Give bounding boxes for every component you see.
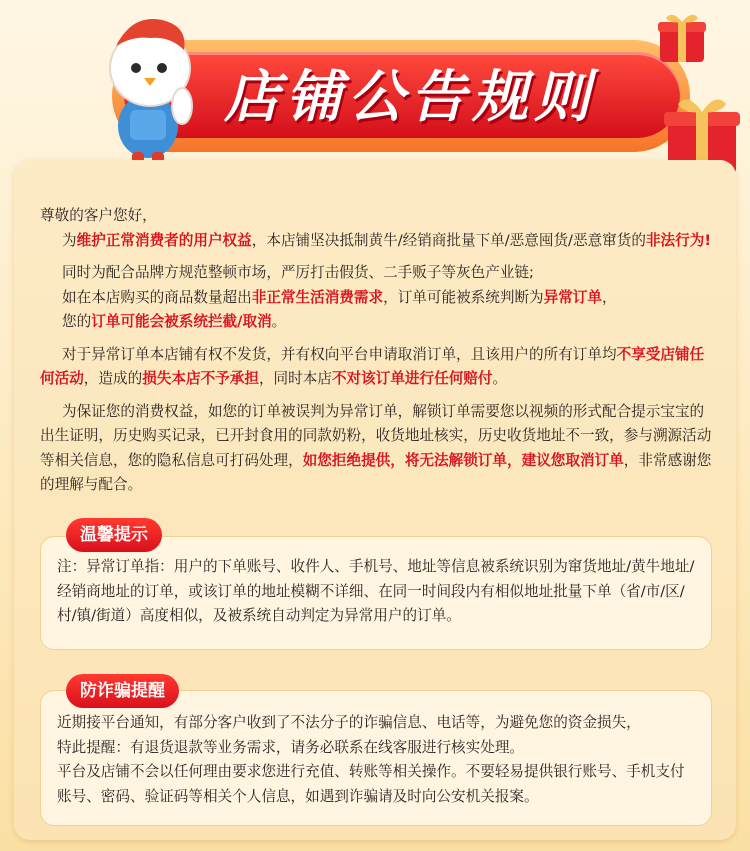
notice-paragraph-4: 为保证您的消费权益，如您的订单被误判为异常订单，解锁订单需要您以视频的形式配合提示宝宝的出生证明，历史购买记录，已开封食用的同款奶粉，收货地址核实，历史收货地址不一致，参与溯源活动等相关信息，您的隐私信息可打码处理，如您拒绝提供，将无法解锁订单，建议您取消订单，非常感谢您的理解与配合。 — [40, 402, 712, 493]
warm-tip-box — [40, 536, 712, 650]
notice-paragraph-2-line-1: 同时为配合品牌方规范整顿市场，严厉打击假货、二手贩子等灰色产业链; — [62, 264, 534, 281]
notice-content — [40, 204, 712, 498]
fraud-tip-label: 防诈骗提醒 — [66, 674, 179, 708]
notice-paragraph-2-line-2: 如在本店购买的商品数量超出非正常生活消费需求，订单可能被系统判断为异常订单， — [62, 288, 617, 306]
warm-tip-label: 温馨提示 — [66, 518, 162, 552]
fraud-tip-line-3: 平台及店铺不会以任何理由要求您进行充值、转账等相关操作。不要轻易提供银行账号、手机支付账号、密码、验证码等相关个人信息，如遇到诈骗请及时向公安机关报案。 — [57, 763, 685, 805]
gift-box-icon — [652, 8, 712, 68]
page-title: 店铺公告规则 — [224, 65, 596, 130]
notice-paragraph-3: 对于异常订单本店铺有权不发货，并有权向平台申请取消订单，且该用户的所有订单均不享受店铺任何活动，造成的损失本店不予承担，同时本店不对该订单进行任何赔付。 — [40, 345, 705, 387]
warm-tip-text: 注：异常订单指：用户的下单账号、收件人、手机号、地址等信息被系统识别为窜货地址/黄牛地址/经销商地址的订单，或该订单的地址模糊不详细、在同一时间段内有相似地址批量下单（省/市/区/村/镇/街道）高度相似，及被系统自动判定为异常用户的订单。 — [57, 558, 695, 624]
notice-paragraph-2-line-3: 您的订单可能会被系统拦截/取消。 — [62, 313, 287, 330]
greeting-text: 尊敬的客户您好， — [40, 207, 157, 224]
fraud-tip-line-2: 特此提醒：有退货退款等业务需求，请务必联系在线客服进行核实处理。 — [57, 738, 525, 756]
fraud-tip-box — [40, 690, 712, 826]
fraud-tip-line-1: 近期接平台通知，有部分客户收到了不法分子的诈骗信息、电话等，为避免您的资金损失， — [57, 714, 641, 731]
mascot-illustration — [92, 6, 202, 176]
fraud-tip-text — [57, 711, 697, 809]
notice-paragraph-1: 为维护正常消费者的用户权益，本店铺坚决抵制黄牛/经销商批量下单/恶意囤货/恶意窜货的非法行为! — [62, 231, 711, 249]
